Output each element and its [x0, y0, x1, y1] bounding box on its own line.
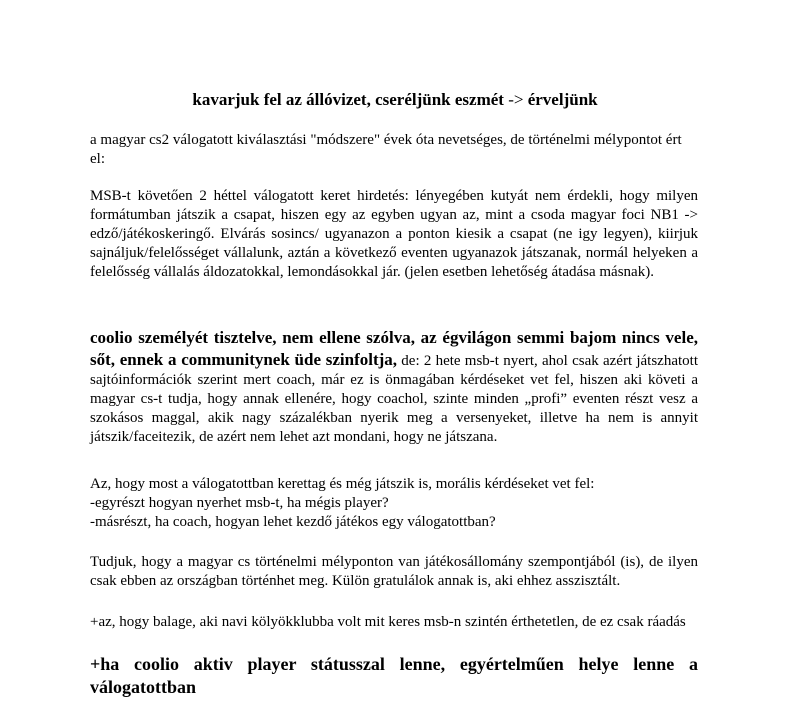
paragraph-intro: a magyar cs2 válogatott kiválasztási "módszere" évek óta nevetséges, de történelmi mélypontot ért el:: [90, 132, 682, 167]
paragraph-conclusion: +ha coolio aktiv player státusszal lenne, egyértelműen helye lenne a válogatottban: [90, 654, 698, 697]
title-main: kavarjuk fel az állóvizet, cseréljünk eszmét: [192, 90, 504, 109]
paragraph-lowpoint: Tudjuk, hogy a magyar cs történelmi mélyponton van játékosállomány szempontjából (is), de ilyen csak ebben az országban történhet meg. Külön gratulálok annak is, aki ehhez asszisztált.: [90, 554, 698, 589]
paragraph-balage: +az, hogy balage, aki navi kölyökklubba volt mit keres msb-n szintén érthetetlen, de ez csak ráadás: [90, 614, 686, 630]
paragraph-coolio-rest: de: 2 hete msb-t nyert, ahol csak azért játszhatott sajtóinformációk szerint mert coach, már ez is önmagában kérdéseket vet fel, hiszen aki követi a magyar cs-t tudja, hogy annak ellenére, hogy coachol, szinte minden „profi” eventen részt vesz a szokásos maggal, akik nagy százalékban nyerik meg a versenyeket, illetve ha nem is annyit játszik/faceitezik, de azért nem lehet azt mondani, hogy ne játszana.: [90, 353, 698, 445]
title-end: érveljünk: [527, 90, 598, 109]
moral-questions-line-2: -egyrészt hogyan nyerhet msb-t, ha mégis player?: [90, 495, 389, 511]
paragraph-moral-questions: [90, 475, 698, 532]
moral-questions-line-3: -másrészt, ha coach, hogyan lehet kezdő játékos egy válogatottban?: [90, 514, 496, 530]
paragraph-msb: MSB-t követően 2 héttel válogatott keret hirdetés: lényegében kutyát nem érdekli, hogy milyen formátumban játszik a csapat, hiszen egy az egyben ugyan az, mint a csoda magyar foci NB1 -> edző/játékoskeringő. Elvárás sosincs/ ugyanazon a ponton kiesik a csapat (ne igy legyen), kiirjuk sajnáljuk/felelősséget vállalunk, aztán a következő eventen ugyanazok játszanak, normál helyeken a felelősség vállalás áldozatokkal, lemondásokkal jár. (jelen esetben lehetőség átadása másnak).: [90, 188, 698, 280]
paragraph-coolio-bold: coolio személyét tisztelve, nem ellene szólva, az égvilágon semmi bajom nincs vele, sőt, ennek a communitynek üde szinfoltja,: [90, 328, 698, 369]
paragraph-coolio: [90, 327, 698, 447]
moral-questions-line-1: Az, hogy most a válogatottban kerettag és még játszik is, morális kérdéseket vet fel:: [90, 476, 595, 492]
title-arrow: ->: [503, 90, 528, 109]
document-title: [90, 88, 700, 112]
